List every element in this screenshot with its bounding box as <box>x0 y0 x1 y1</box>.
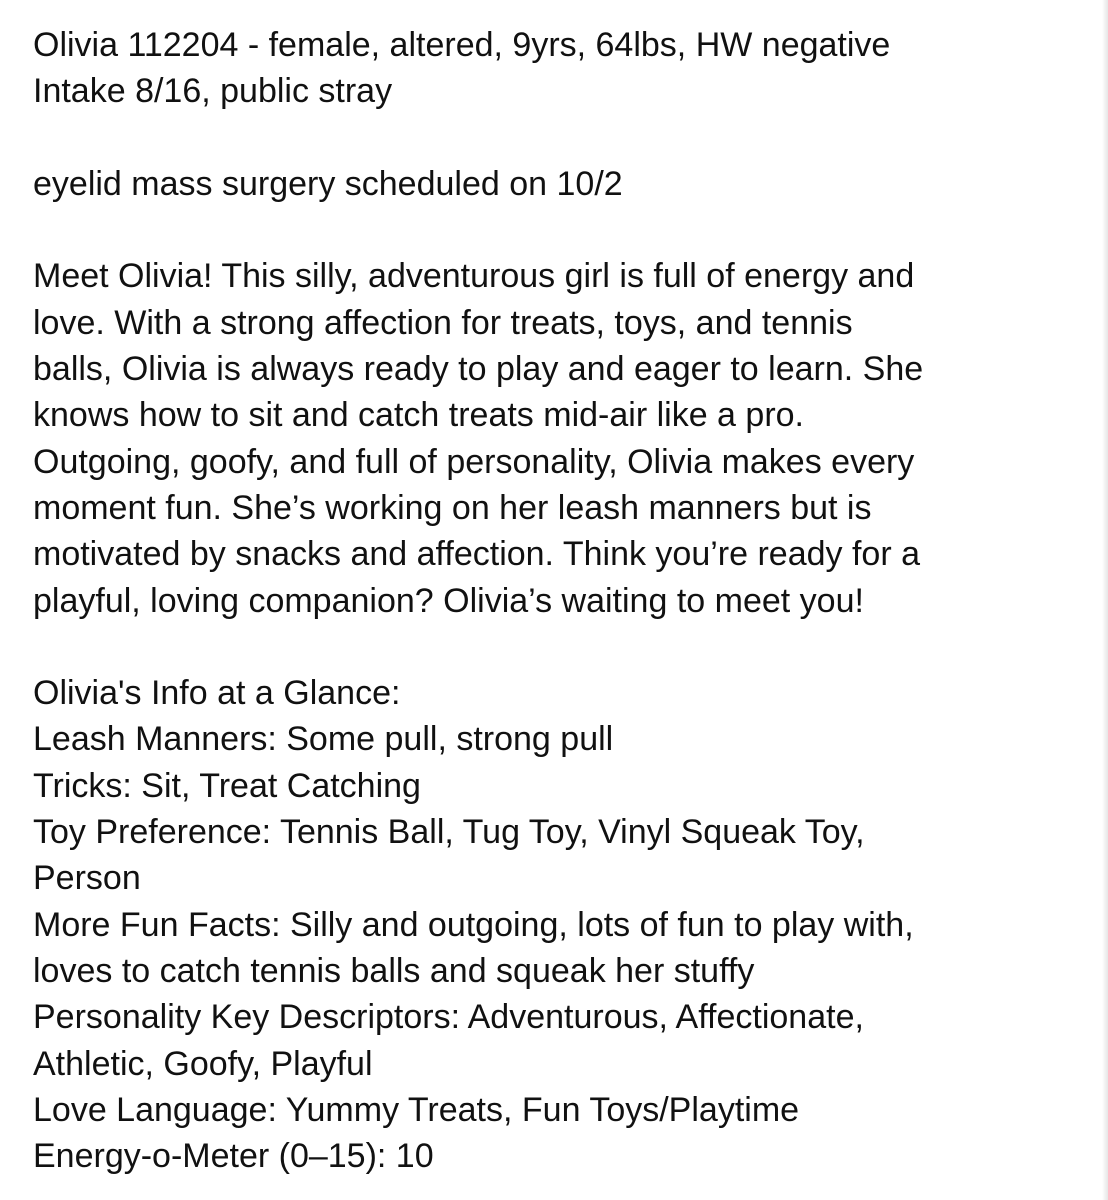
medical-note: eyelid mass surgery scheduled on 10/2 <box>33 164 623 203</box>
info-line-toy-preference: Toy Preference: Tennis Ball, Tug Toy, Vinyl Squeak Toy, <box>33 813 865 852</box>
info-line-fun-facts: More Fun Facts: Silly and outgoing, lots of fun to play with, <box>33 905 914 944</box>
note-text-body[interactable] <box>33 22 1093 1179</box>
right-edge-shadow <box>1102 0 1108 1200</box>
header-line-2: Intake 8/16, public stray <box>33 72 393 111</box>
bio-line: balls, Olivia is always ready to play and eager to learn. She <box>33 350 924 389</box>
info-line-tricks: Tricks: Sit, Treat Catching <box>33 766 421 805</box>
blank-line <box>33 115 1093 161</box>
info-line-love-language: Love Language: Yummy Treats, Fun Toys/Playtime <box>33 1090 800 1129</box>
bio-line: playful, loving companion? Olivia’s waiting to meet you! <box>33 581 864 620</box>
info-line-personality-cont: Athletic, Goofy, Playful <box>33 1044 373 1083</box>
blank-line <box>33 624 1093 670</box>
bio-line: motivated by snacks and affection. Think you’re ready for a <box>33 535 921 574</box>
bio-line: knows how to sit and catch treats mid-air like a pro. <box>33 396 804 435</box>
info-line-fun-facts-cont: loves to catch tennis balls and squeak her stuffy <box>33 951 755 990</box>
bio-line: Outgoing, goofy, and full of personality, Olivia makes every <box>33 442 915 481</box>
blank-line <box>33 207 1093 253</box>
info-line-toy-preference-cont: Person <box>33 859 141 898</box>
header-line-1: Olivia 112204 - female, altered, 9yrs, 64lbs, HW negative <box>33 26 891 64</box>
bio-line: love. With a strong affection for treats, toys, and tennis <box>33 303 853 342</box>
info-heading: Olivia's Info at a Glance: <box>33 674 401 713</box>
bio-line: Meet Olivia! This silly, adventurous girl is full of energy and <box>33 257 915 296</box>
bio-line: moment fun. She’s working on her leash manners but is <box>33 488 872 527</box>
info-line-leash-manners: Leash Manners: Some pull, strong pull <box>33 720 614 759</box>
info-line-energy-meter: Energy-o-Meter (0–15): 10 <box>33 1137 434 1176</box>
info-line-personality: Personality Key Descriptors: Adventurous, Affectionate, <box>33 998 864 1037</box>
